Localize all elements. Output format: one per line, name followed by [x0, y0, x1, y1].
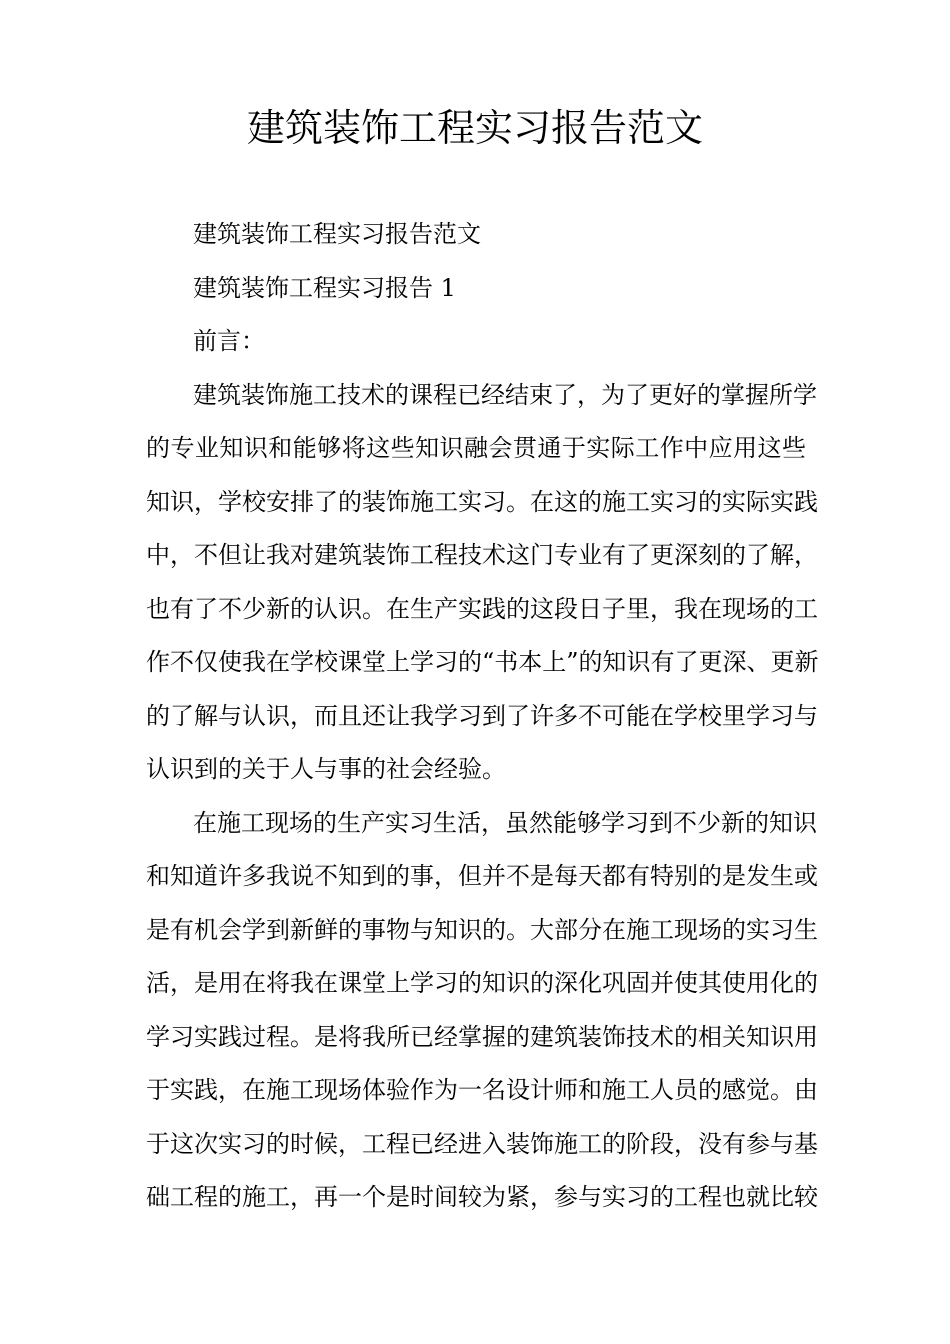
paragraph-2-line: 活，是用在将我在课堂上学习的知识的深化巩固并使其使用化的 — [146, 969, 818, 997]
paragraph-1-line: 作不仅使我在学校课堂上学习的“书本上”的知识有了更深、更新 — [146, 648, 819, 676]
paragraph-1-line: 知识，学校安排了的装饰施工实习。在这的施工实习的实际实践 — [146, 487, 818, 516]
paragraph-2-line: 础工程的施工，再一个是时间较为紧，参与实习的工程也就比较 — [146, 1183, 818, 1211]
paragraph-2-line: 在施工现场的生产实习生活，虽然能够学习到不少新的知识 — [193, 808, 817, 837]
document-body — [146, 208, 819, 1225]
paragraph-2-line: 是有机会学到新鲜的事物与知识的。大部分在施工现场的实习生 — [146, 915, 818, 944]
paragraph-2-line: 和知道许多我说不知到的事，但并不是每天都有特别的是发生或 — [146, 862, 818, 890]
paragraph-2-line: 学习实践过程。是将我所已经掌握的建筑装饰技术的相关知识用 — [146, 1022, 818, 1051]
text-line-preface: 前言： — [193, 327, 265, 355]
paragraph-1-line: 认识到的关于人与事的社会经验。 — [146, 755, 506, 783]
text-line-report-heading: 建筑装饰工程实习报告 1 — [193, 273, 456, 302]
paragraph-1-line: 建筑装饰施工技术的课程已经结束了，为了更好的掌握所学 — [193, 380, 817, 409]
paragraph-1-line: 中，不但让我对建筑装饰工程技术这门专业有了更深刻的了解， — [146, 541, 818, 569]
paragraph-1-line: 的了解与认识，而且还让我学习到了许多不可能在学校里学习与 — [146, 701, 818, 730]
text-line-subtitle: 建筑装饰工程实习报告范文 — [193, 220, 481, 248]
paragraph-1-line: 的专业知识和能够将这些知识融会贯通于实际工作中应用这些 — [146, 434, 806, 462]
paragraph-2-line: 于这次实习的时候，工程已经进入装饰施工的阶段，没有参与基 — [146, 1129, 818, 1158]
paragraph-2-line: 于实践，在施工现场体验作为一名设计师和施工人员的感觉。由 — [146, 1076, 818, 1104]
document-title: 建筑装饰工程实习报告范文 — [246, 106, 703, 150]
paragraph-1-line: 也有了不少新的认识。在生产实践的这段日子里，我在现场的工 — [146, 594, 818, 623]
